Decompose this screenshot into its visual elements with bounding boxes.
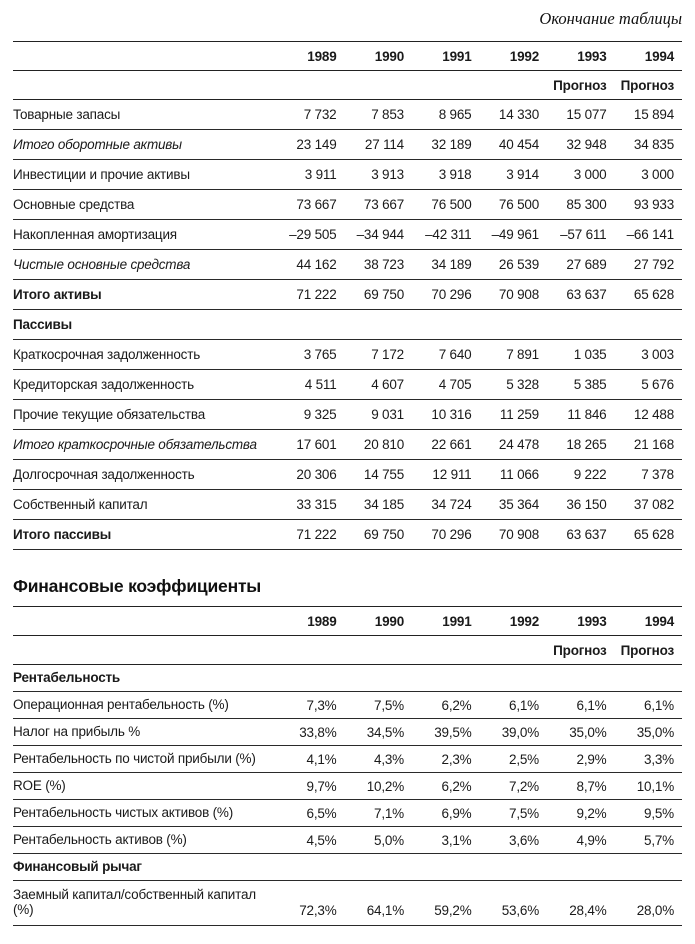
table-row [13, 460, 682, 490]
cell-value: 65 628 [633, 527, 674, 542]
year-header: 1992 [509, 48, 539, 64]
cell-value: 12 488 [633, 407, 674, 422]
cell-value: 6,1% [576, 697, 607, 713]
cell-value: 4,3% [374, 751, 404, 767]
cell-value: 7 378 [641, 467, 674, 482]
row-label: Налог на прибыль % [13, 724, 141, 740]
cell-value: –34 944 [356, 227, 404, 242]
cell-value: 5 328 [506, 377, 539, 392]
row-label: Накопленная амортизация [13, 226, 177, 242]
cell-value: 76 500 [498, 197, 539, 212]
cell-value: 9 222 [573, 467, 607, 482]
row-label: Итого оборотные активы [13, 136, 182, 152]
cell-value: 4,5% [306, 832, 337, 848]
cell-value: 12 911 [432, 467, 472, 482]
cell-value: 2,5% [509, 751, 539, 767]
table-row [13, 370, 682, 400]
table-row-total [13, 520, 682, 550]
cell-value: 7,5% [509, 805, 539, 821]
cell-value: –29 505 [289, 227, 337, 242]
table-row [13, 827, 682, 854]
cell-value: 15 894 [633, 107, 674, 122]
cell-value: 6,1% [509, 697, 539, 713]
cell-value: 6,9% [441, 805, 472, 821]
cell-value: 36 150 [566, 497, 607, 512]
cell-value: 4,1% [306, 751, 337, 767]
row-label: Итого краткосрочные обязательства [13, 436, 257, 452]
year-header-row [13, 607, 682, 636]
year-header: 1991 [442, 48, 472, 64]
cell-value: 3 913 [371, 167, 404, 182]
table-row [13, 692, 682, 719]
cell-value: 3,1% [441, 832, 472, 848]
cell-value: 40 454 [498, 137, 539, 152]
cell-value: –42 311 [425, 227, 472, 242]
ratios-table-header [13, 607, 682, 665]
table-row-subtotal [13, 130, 682, 160]
empty-header-cell [13, 636, 277, 665]
forecast-label: Прогноз [620, 77, 674, 93]
cell-value: 34 189 [431, 257, 472, 272]
cell-value: 73 667 [363, 197, 404, 212]
cell-value: 3,3% [644, 751, 674, 767]
cell-value: 9,2% [576, 805, 607, 821]
forecast-label [412, 71, 480, 100]
cell-value: 7 732 [303, 107, 337, 122]
table-row-subtotal [13, 430, 682, 460]
year-header: 1992 [509, 613, 539, 629]
cell-value: 23 149 [296, 137, 337, 152]
row-label: Товарные запасы [13, 106, 121, 122]
forecast-label: Прогноз [553, 77, 607, 93]
cell-value: 5,0% [374, 832, 404, 848]
cell-value: 44 162 [296, 257, 337, 272]
cell-value: –57 611 [560, 227, 607, 242]
cell-value: 10,1% [636, 778, 674, 794]
row-label: Основные средства [13, 196, 135, 212]
year-header: 1993 [577, 613, 607, 629]
cell-value: 5,7% [644, 832, 674, 848]
cell-value: 3 914 [506, 167, 539, 182]
cell-value: 7 172 [371, 347, 404, 362]
cell-value: 7 640 [438, 347, 472, 362]
cell-value: 33,8% [299, 724, 337, 740]
row-label: Рентабельность по чистой прибыли (%) [13, 751, 256, 767]
section-label: Пассивы [13, 316, 72, 332]
cell-value: 6,5% [306, 805, 337, 821]
year-header: 1991 [442, 613, 472, 629]
cell-value: 14 330 [498, 107, 539, 122]
cell-value: 39,0% [501, 724, 539, 740]
year-header: 1990 [374, 48, 404, 64]
cell-value: 4,9% [576, 832, 607, 848]
cell-value: –66 141 [626, 227, 674, 242]
forecast-label [412, 636, 480, 665]
cell-value: 72,3% [299, 903, 337, 918]
forecast-label [480, 71, 548, 100]
cell-value: 10,2% [366, 778, 404, 794]
forecast-label [345, 71, 413, 100]
forecast-label [277, 71, 345, 100]
year-header-row [13, 42, 682, 71]
cell-value: 65 628 [633, 287, 674, 302]
cell-value: 73 667 [296, 197, 337, 212]
cell-value: 3 918 [438, 167, 472, 182]
cell-value: 2,9% [576, 751, 607, 767]
cell-value: 34,5% [366, 724, 404, 740]
cell-value: 70 296 [431, 527, 472, 542]
cell-value: 4 705 [438, 377, 472, 392]
row-label: Прочие текущие обязательства [13, 406, 206, 422]
cell-value: 9,5% [644, 805, 674, 821]
section-label: Финансовый рычаг [13, 859, 142, 875]
cell-value: 71 222 [296, 287, 337, 302]
table-section-row [13, 854, 682, 881]
table-row [13, 400, 682, 430]
cell-value: 38 723 [363, 257, 404, 272]
cell-value: 71 222 [296, 527, 337, 542]
cell-value: 26 539 [498, 257, 539, 272]
financial-ratios-table [13, 606, 682, 926]
table-row [13, 220, 682, 250]
row-label: Итого пассивы [13, 526, 112, 542]
forecast-label: Прогноз [620, 642, 674, 658]
cell-value: 9 031 [371, 407, 404, 422]
year-header: 1994 [644, 613, 674, 629]
cell-value: 4 607 [371, 377, 404, 392]
cell-value: 32 948 [566, 137, 607, 152]
row-label: Краткосрочная задолженность [13, 346, 201, 362]
row-label: Итого активы [13, 286, 102, 302]
year-header: 1990 [374, 613, 404, 629]
cell-value: 39,5% [434, 724, 472, 740]
cell-value: 5 676 [641, 377, 674, 392]
cell-value: 2,3% [441, 751, 472, 767]
table-row-total [13, 280, 682, 310]
table-row [13, 746, 682, 773]
cell-value: 10 316 [431, 407, 472, 422]
cell-value: 34 724 [431, 497, 472, 512]
cell-value: 34 835 [633, 137, 674, 152]
cell-value: 53,6% [501, 903, 539, 918]
table-row [13, 800, 682, 827]
balance-table [13, 41, 682, 550]
cell-value: 3,6% [509, 832, 539, 848]
cell-value: –49 961 [491, 227, 539, 242]
cell-value: 20 810 [363, 437, 404, 452]
table-row [13, 719, 682, 746]
cell-value: 11 846 [567, 407, 607, 422]
cell-value: 18 265 [566, 437, 607, 452]
row-label: Операционная рентабельность (%) [13, 697, 229, 713]
forecast-label [480, 636, 548, 665]
cell-value: 9 325 [303, 407, 337, 422]
cell-value: 7 891 [506, 347, 539, 362]
cell-value: 76 500 [431, 197, 472, 212]
cell-value: 24 478 [498, 437, 539, 452]
table-row [13, 340, 682, 370]
year-header: 1989 [307, 48, 337, 64]
cell-value: 33 315 [296, 497, 337, 512]
forecast-label: Прогноз [553, 642, 607, 658]
table-row [13, 190, 682, 220]
cell-value: 22 661 [431, 437, 472, 452]
cell-value: 35,0% [569, 724, 607, 740]
cell-value: 70 908 [498, 287, 539, 302]
cell-value: 27 114 [364, 137, 404, 152]
cell-value: 69 750 [363, 287, 404, 302]
table-row [13, 773, 682, 800]
forecast-label [277, 636, 345, 665]
cell-value: 3 003 [641, 347, 674, 362]
cell-value: 3 000 [641, 167, 674, 182]
row-label: Заемный капитал/собственный капитал (%) [13, 886, 256, 918]
cell-value: 6,1% [644, 697, 674, 713]
year-header: 1994 [644, 48, 674, 64]
cell-value: 63 637 [566, 527, 607, 542]
row-label: Рентабельность чистых активов (%) [13, 805, 233, 821]
cell-value: 21 168 [633, 437, 674, 452]
cell-value: 32 189 [431, 137, 472, 152]
row-label: ROE (%) [13, 778, 66, 794]
cell-value: 69 750 [363, 527, 404, 542]
cell-value: 28,0% [636, 903, 674, 918]
cell-value: 11 066 [499, 467, 539, 482]
section-heading: Финансовые коэффициенты [13, 576, 262, 596]
cell-value: 6,2% [441, 778, 472, 794]
row-label: Инвестиции и прочие активы [13, 166, 190, 182]
cell-value: 7,3% [306, 697, 337, 713]
cell-value: 37 082 [633, 497, 674, 512]
cell-value: 7,5% [374, 697, 404, 713]
section-label: Рентабельность [13, 670, 121, 686]
cell-value: 27 689 [566, 257, 607, 272]
cell-value: 1 035 [573, 347, 607, 362]
cell-value: 6,2% [441, 697, 472, 713]
row-label: Рентабельность активов (%) [13, 832, 187, 848]
cell-value: 20 306 [296, 467, 337, 482]
cell-value: 7,1% [374, 805, 404, 821]
cell-value: 7 853 [371, 107, 404, 122]
table-row [13, 490, 682, 520]
cell-value: 34 185 [363, 497, 404, 512]
cell-value: 3 765 [303, 347, 337, 362]
forecast-header-row [13, 71, 682, 100]
cell-value: 63 637 [566, 287, 607, 302]
cell-value: 8,7% [576, 778, 607, 794]
cell-value: 4 511 [304, 377, 337, 392]
cell-value: 28,4% [569, 903, 607, 918]
row-label: Долгосрочная задолженность [13, 466, 195, 482]
cell-value: 11 259 [499, 407, 539, 422]
cell-value: 35 364 [498, 497, 539, 512]
cell-value: 70 908 [498, 527, 539, 542]
cell-value: 70 296 [431, 287, 472, 302]
table-continuation-caption: Окончание таблицы [539, 9, 682, 28]
row-label: Кредиторская задолженность [13, 376, 194, 392]
year-header: 1993 [577, 48, 607, 64]
cell-value: 35,0% [636, 724, 674, 740]
cell-value: 15 077 [566, 107, 607, 122]
table-row [13, 881, 682, 926]
cell-value: 85 300 [566, 197, 607, 212]
cell-value: 7,2% [509, 778, 539, 794]
cell-value: 3 000 [573, 167, 607, 182]
empty-header-cell [13, 607, 277, 636]
cell-value: 9,7% [306, 778, 337, 794]
cell-value: 17 601 [296, 437, 337, 452]
empty-header-cell [13, 42, 277, 71]
row-label: Чистые основные средства [13, 256, 191, 272]
table-section-row [13, 310, 682, 340]
cell-value: 64,1% [366, 903, 404, 918]
cell-value: 3 911 [304, 167, 337, 182]
table-row [13, 100, 682, 130]
cell-value: 14 755 [363, 467, 404, 482]
row-label: Собственный капитал [13, 496, 148, 512]
empty-header-cell [13, 71, 277, 100]
cell-value: 5 385 [573, 377, 607, 392]
table-section-row [13, 665, 682, 692]
cell-value: 8 965 [438, 107, 472, 122]
cell-value: 59,2% [434, 903, 472, 918]
forecast-label [345, 636, 413, 665]
cell-value: 93 933 [633, 197, 674, 212]
table-row-subtotal [13, 250, 682, 280]
table-row [13, 160, 682, 190]
forecast-header-row [13, 636, 682, 665]
balance-table-header [13, 42, 682, 100]
cell-value: 27 792 [633, 257, 674, 272]
year-header: 1989 [307, 613, 337, 629]
